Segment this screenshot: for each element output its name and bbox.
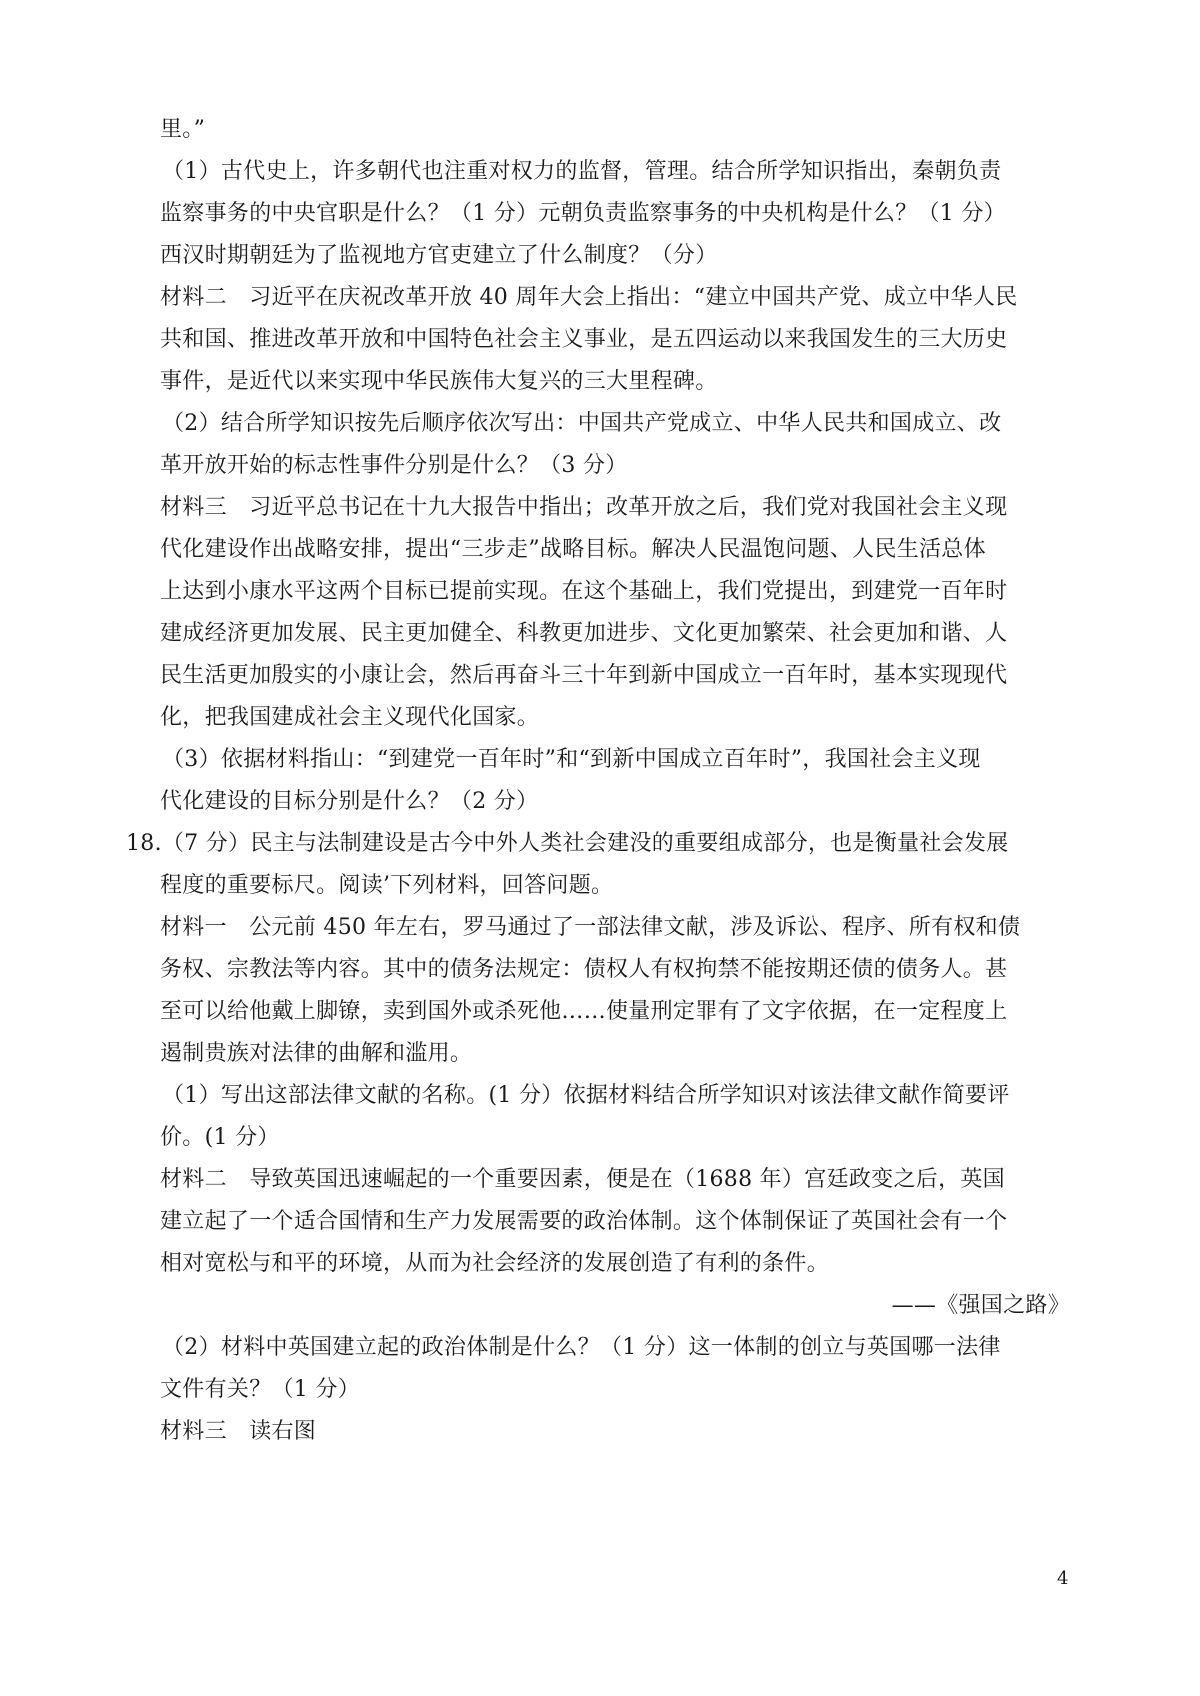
question-18-heading: 18.（7 分）民主与法制建设是古今中外人类社会建没的重要组成部分，也是衡量社会发展 bbox=[126, 831, 1009, 856]
material-line: 材料一 公元前 450 年左右，罗马通过了一部法律文献，涉及诉讼、程序、所有权和债 bbox=[160, 915, 1021, 940]
question-line: （3）依据材料指山：“到建党一百年时”和“到新中国成立百年时”，我国社会主义现 bbox=[162, 747, 981, 772]
source-citation: ——《强国之路》 bbox=[891, 1293, 1070, 1318]
question-line: （2）结合所学知识按先后顺序依次写出：中国共产党成立、中华人民共和国成立、改 bbox=[162, 411, 1002, 436]
text-line: 事件，是近代以来实现中华民族伟大复兴的三大里程碑。 bbox=[160, 369, 718, 394]
question-line: （1）古代史上，许多朝代也注重对权力的监督，管理。结合所学知识指出，秦朝负责 bbox=[162, 159, 1002, 184]
material-line: 材料三 读右图 bbox=[160, 1419, 317, 1444]
page-number: 4 bbox=[1057, 1568, 1069, 1589]
text-line: 革开放开始的标志性事件分别是什么？（3 分） bbox=[160, 453, 628, 478]
text-line: 相对宽松与和平的环境，从而为社会经济的发展创造了有利的条件。 bbox=[160, 1251, 830, 1276]
text-line: 上达到小康水平这两个目标已提前实现。在这个基础上，我们党提出，到建党一百年时 bbox=[160, 579, 1008, 604]
question-line: （2）材料中英国建立起的政治体制是什么？（1 分）这一体制的创立与英国哪一法律 bbox=[162, 1335, 1001, 1360]
text-line: 价。(1 分） bbox=[160, 1125, 280, 1150]
text-line: 建成经济更加发展、民主更加健全、科教更加进步、文化更加繁荣、社会更加和谐、人 bbox=[160, 621, 1008, 646]
text-line: 建立起了一个适合国情和生产力发展需要的政治体制。这个体制保证了英国社会有一个 bbox=[160, 1209, 1008, 1234]
material-line: 材料二 习近平在庆祝改革开放 40 周年大会上指出：“建立中国共产党、成立中华人民 bbox=[160, 285, 1018, 310]
text-line: 程度的重要标尺。阅读’下列材料，回答问题。 bbox=[160, 873, 614, 898]
material-line: 材料二 导致英国迅速崛起的一个重要因素，便是在（1688 年）宫廷政变之后，英国 bbox=[160, 1167, 1005, 1192]
question-line: （1）写出这部法律文献的名称。(1 分）依据材料结合所学知识对该法律文献作简要评 bbox=[162, 1083, 1010, 1108]
text-line: 务权、宗教法等内容。其中的债务法规定：债权人有权拘禁不能按期还债的债务人。甚 bbox=[160, 957, 1008, 982]
text-line: 代化建设的目标分别是什么？（2 分） bbox=[160, 789, 539, 814]
text-line: 化，把我国建成社会主义现代化国家。 bbox=[160, 705, 540, 730]
text-line: 遏制贵族对法律的曲解和滥用。 bbox=[160, 1041, 473, 1066]
text-line: 民生活更加殷实的小康让会，然后再奋斗三十年到新中国成立一百年时，基本实现现代 bbox=[160, 663, 1008, 688]
material-line: 材料三 习近平总书记在十九大报告中指出；改革开放之后，我们党对我国社会主义现 bbox=[160, 495, 1008, 520]
text-line: 西汉时期朝廷为了监视地方官吏建立了什么制度？（分） bbox=[160, 243, 718, 268]
text-line: 文件有关？（1 分） bbox=[160, 1377, 360, 1402]
text-line: 监察事务的中央官职是什么？（1 分）元朝负责监察事务的中央机构是什么？（1 分） bbox=[160, 201, 1006, 226]
text-line: 里。” bbox=[160, 117, 206, 142]
text-line: 共和国、推进改革开放和中国特色社会主义事业，是五四运动以来我国发生的三大历史 bbox=[160, 327, 1008, 352]
text-line: 代化建设作出战略安排，提出“三步走”战略目标。解决人民温饱问题、人民生活总体 bbox=[160, 537, 986, 562]
text-line: 至可以给他戴上脚镣，卖到国外或杀死他……使量刑定罪有了文字依据，在一定程度上 bbox=[160, 999, 1008, 1024]
